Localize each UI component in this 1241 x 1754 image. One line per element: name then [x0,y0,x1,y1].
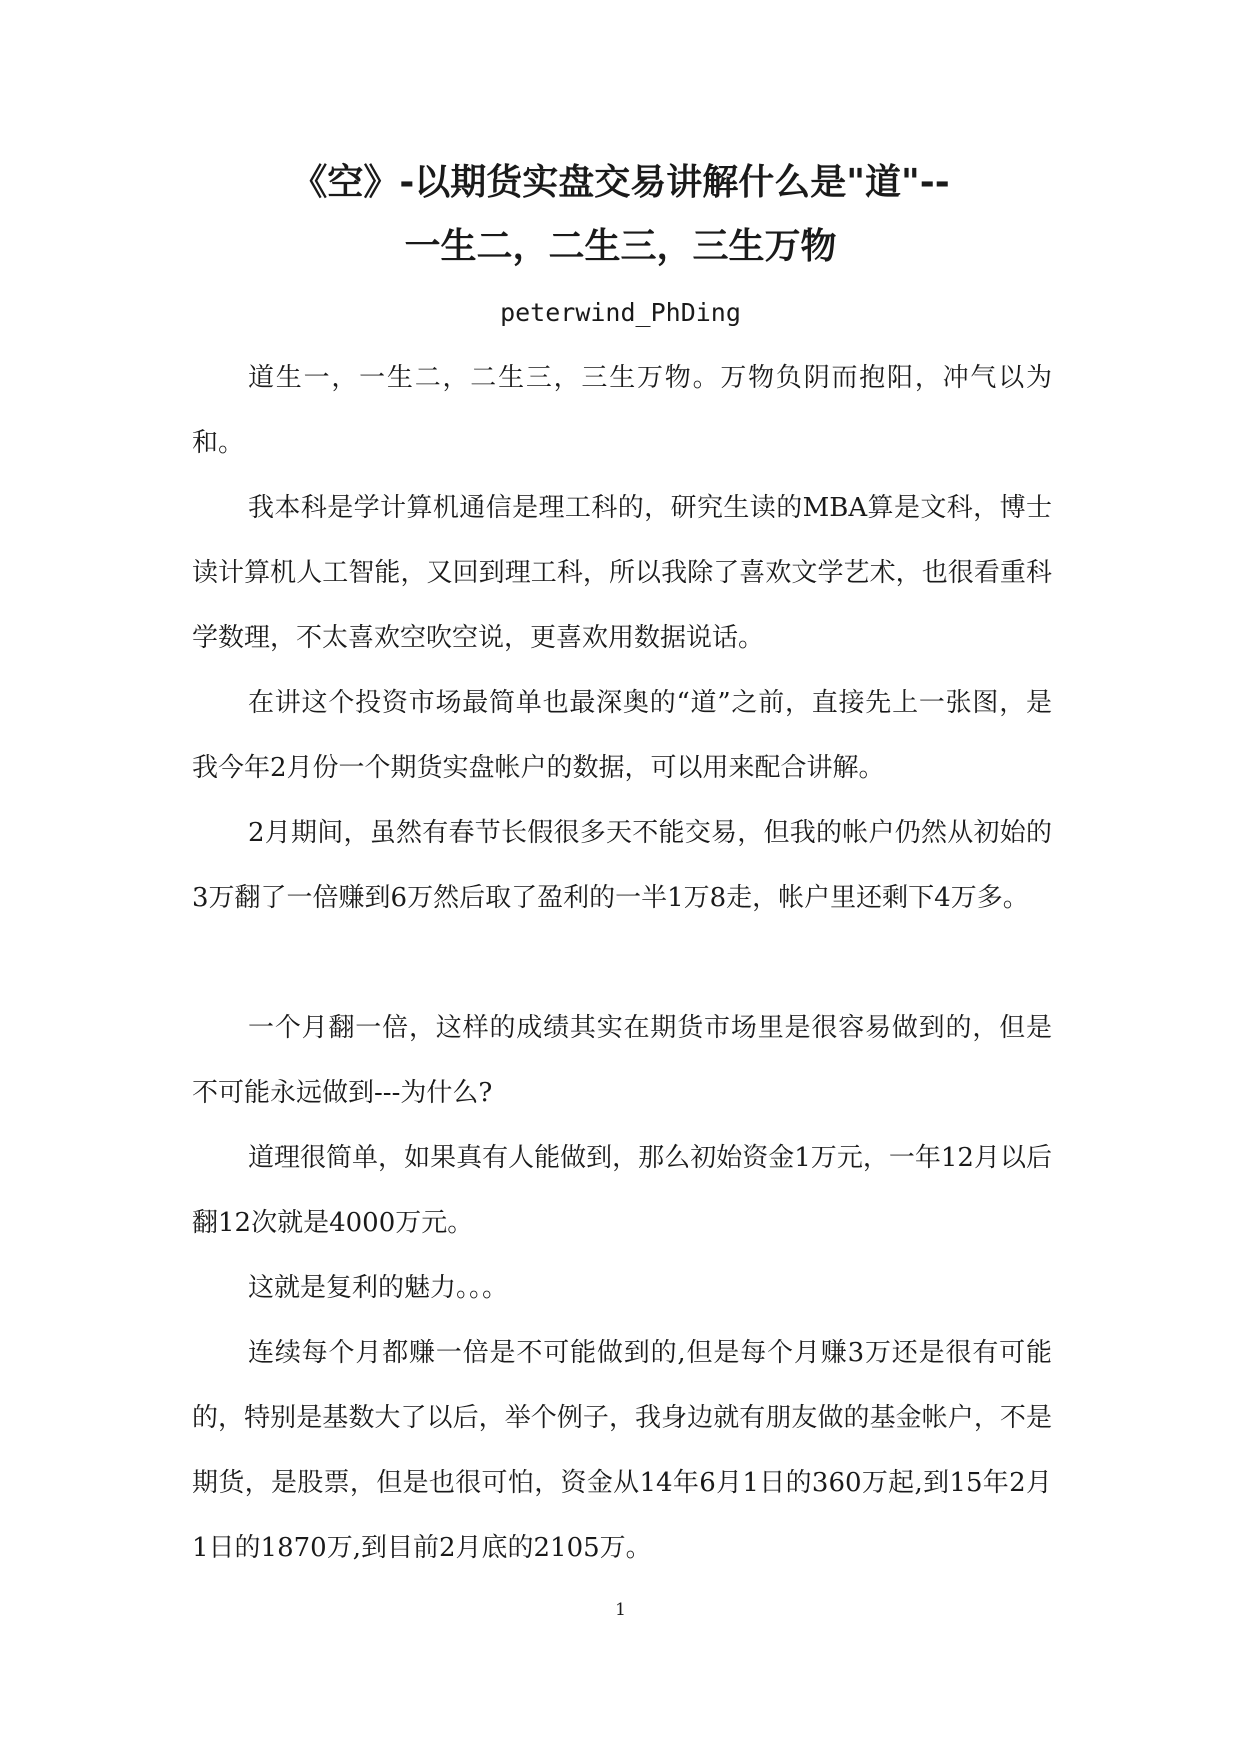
paragraph: 一个月翻一倍，这样的成绩其实在期货市场里是很容易做到的，但是不可能永远做到---为什么? [192,1013,1052,1108]
document-title-line-2: 一生二，二生三，三生万物 [404,226,837,267]
paragraph: 连续每个月都赚一倍是不可能做到的,但是每个月赚3万还是很有可能的，特别是基数大了以后，举个例子，我身边就有朋友做的基金帐户，不是期货，是股票，但是也很可怕，资金从14年6月1日的360万起,到15年2月1日的1870万,到目前2月底的2105万。 [192,1338,1052,1563]
paragraph: 在讲这个投资市场最简单也最深奥的“道”之前，直接先上一张图，是我今年2月份一个期货实盘帐户的数据，可以用来配合讲解。 [192,688,1052,783]
paragraph: 我本科是学计算机通信是理工科的，研究生读的MBA算是文科，博士读计算机人工智能，又回到理工科，所以我除了喜欢文学艺术，也很看重科学数理，不太喜欢空吹空说，更喜欢用数据说话。 [192,493,1052,653]
page-number: 1 [615,1600,626,1620]
paragraph: 道理很简单，如果真有人能做到，那么初始资金1万元，一年12月以后翻12次就是4000万元。 [192,1143,1052,1238]
author-name: peterwind_PhDing [500,298,741,327]
paragraph: 2月期间，虽然有春节长假很多天不能交易，但我的帐户仍然从初始的3万翻了一倍赚到6万然后取了盈利的一半1万8走，帐户里还剩下4万多。 [192,818,1052,913]
document-title-line-1: 《空》-以期货实盘交易讲解什么是"道"-- [291,162,950,203]
paragraph: 道生一，一生二，二生三，三生万物。万物负阴而抱阳，冲气以为和。 [192,363,1052,458]
paragraph: 这就是复利的魅力。。。 [248,1273,509,1303]
